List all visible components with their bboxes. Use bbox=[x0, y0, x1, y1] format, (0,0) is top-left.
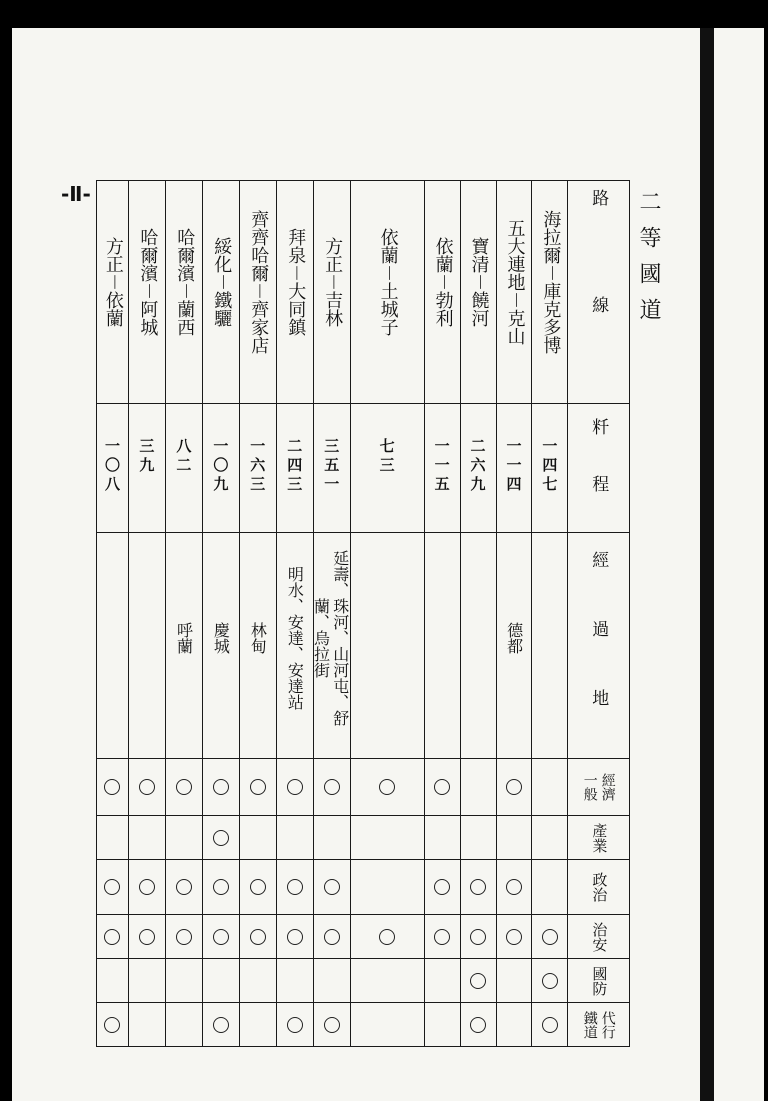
mark-cell bbox=[276, 816, 313, 860]
circle-mark-icon bbox=[176, 879, 192, 895]
circle-mark-icon bbox=[213, 830, 229, 846]
mark-cell bbox=[424, 959, 460, 1003]
via-cell bbox=[532, 533, 568, 759]
via-cell bbox=[202, 533, 239, 759]
category-header-cell bbox=[568, 959, 630, 1003]
route-name: 哈爾濱－蘭西 bbox=[174, 228, 196, 336]
distance-cell bbox=[97, 404, 129, 533]
mark-cell bbox=[276, 1003, 313, 1047]
distance-value: 一〇八 bbox=[102, 438, 121, 495]
mark-cell bbox=[128, 1003, 165, 1047]
distance-cell bbox=[313, 404, 350, 533]
mark-cell bbox=[239, 959, 276, 1003]
mark-cell bbox=[350, 915, 424, 959]
circle-mark-icon bbox=[139, 779, 155, 795]
mark-cell bbox=[350, 816, 424, 860]
category-label: 產業 bbox=[590, 822, 609, 853]
route-name: 方正－依蘭 bbox=[102, 237, 124, 327]
mark-cell bbox=[97, 759, 129, 816]
circle-mark-icon bbox=[434, 929, 450, 945]
route-cell bbox=[350, 181, 424, 404]
mark-cell bbox=[165, 860, 202, 915]
route-name: 齊齊哈爾－齊家店 bbox=[248, 210, 270, 354]
category-label-line: 一般 bbox=[581, 773, 598, 801]
circle-mark-icon bbox=[213, 1017, 229, 1033]
category-header-cell bbox=[568, 759, 630, 816]
mark-cell bbox=[424, 816, 460, 860]
mark-cell bbox=[97, 959, 129, 1003]
category-row bbox=[97, 759, 630, 816]
distance-value: 三九 bbox=[137, 438, 156, 476]
circle-mark-icon bbox=[104, 779, 120, 795]
category-row bbox=[97, 860, 630, 915]
via-cell bbox=[496, 533, 532, 759]
route-name: 綏化－鐵驪 bbox=[211, 237, 233, 327]
distance-value: 二四三 bbox=[285, 438, 304, 495]
circle-mark-icon bbox=[542, 973, 558, 989]
circle-mark-icon bbox=[379, 929, 395, 945]
route-cell bbox=[460, 181, 496, 404]
category-label: 政治 bbox=[590, 872, 609, 902]
via-cell bbox=[460, 533, 496, 759]
category-header-cell bbox=[568, 1003, 630, 1047]
mark-cell bbox=[532, 759, 568, 816]
category-row bbox=[97, 816, 630, 860]
mark-cell bbox=[276, 759, 313, 816]
distance-value: 一〇九 bbox=[211, 438, 230, 495]
mark-cell bbox=[313, 860, 350, 915]
circle-mark-icon bbox=[470, 1017, 486, 1033]
circle-mark-icon bbox=[470, 973, 486, 989]
mark-cell bbox=[313, 759, 350, 816]
route-cell bbox=[313, 181, 350, 404]
route-row bbox=[97, 181, 630, 404]
mark-cell bbox=[350, 759, 424, 816]
circle-mark-icon bbox=[250, 929, 266, 945]
distance-cell bbox=[350, 404, 424, 533]
distance-cell bbox=[165, 404, 202, 533]
mark-cell bbox=[276, 959, 313, 1003]
category-row bbox=[97, 1003, 630, 1047]
circle-mark-icon bbox=[506, 879, 522, 895]
mark-cell bbox=[202, 860, 239, 915]
via-places: 呼蘭 bbox=[174, 622, 194, 654]
route-name: 拜泉－大同鎮 bbox=[285, 228, 307, 336]
circle-mark-icon bbox=[213, 779, 229, 795]
circle-mark-icon bbox=[324, 779, 340, 795]
circle-mark-icon bbox=[324, 1017, 340, 1033]
category-label-line: 鐵道 bbox=[581, 1010, 598, 1039]
distance-value: 八二 bbox=[174, 438, 193, 476]
route-cell bbox=[496, 181, 532, 404]
mark-cell bbox=[165, 915, 202, 959]
mark-cell bbox=[165, 1003, 202, 1047]
mark-cell bbox=[532, 860, 568, 915]
routes-table bbox=[96, 180, 630, 1047]
distance-cell bbox=[496, 404, 532, 533]
mark-cell bbox=[424, 1003, 460, 1047]
mark-cell bbox=[202, 915, 239, 959]
mark-cell bbox=[313, 959, 350, 1003]
category-header-cell bbox=[568, 860, 630, 915]
mark-cell bbox=[128, 915, 165, 959]
circle-mark-icon bbox=[287, 779, 303, 795]
distance-cell bbox=[532, 404, 568, 533]
category-header-cell bbox=[568, 915, 630, 959]
circle-mark-icon bbox=[213, 879, 229, 895]
via-places: 德都 bbox=[504, 622, 524, 654]
category-header-cell bbox=[568, 816, 630, 860]
route-name: 依蘭－土城子 bbox=[377, 228, 399, 336]
category-label-line: 代行 bbox=[599, 1010, 616, 1039]
circle-mark-icon bbox=[542, 1017, 558, 1033]
distance-cell bbox=[239, 404, 276, 533]
mark-cell bbox=[460, 860, 496, 915]
mark-cell bbox=[165, 959, 202, 1003]
mark-cell bbox=[239, 816, 276, 860]
circle-mark-icon bbox=[104, 929, 120, 945]
route-cell bbox=[239, 181, 276, 404]
mark-cell bbox=[460, 1003, 496, 1047]
via-places: 林甸 bbox=[248, 622, 268, 654]
via-header-cell bbox=[568, 533, 630, 759]
route-header: 路線 bbox=[588, 189, 609, 403]
via-cell bbox=[424, 533, 460, 759]
mark-cell bbox=[350, 1003, 424, 1047]
distance-value: 一一四 bbox=[504, 438, 523, 495]
mark-cell bbox=[496, 759, 532, 816]
circle-mark-icon bbox=[139, 929, 155, 945]
route-cell bbox=[202, 181, 239, 404]
circle-mark-icon bbox=[324, 879, 340, 895]
mark-cell bbox=[128, 759, 165, 816]
mark-cell bbox=[202, 759, 239, 816]
circle-mark-icon bbox=[470, 879, 486, 895]
route-name: 方正－吉林 bbox=[322, 237, 344, 327]
mark-cell bbox=[424, 860, 460, 915]
mark-cell bbox=[276, 915, 313, 959]
category-label bbox=[568, 773, 629, 801]
mark-cell bbox=[97, 1003, 129, 1047]
mark-cell bbox=[165, 816, 202, 860]
via-cell bbox=[165, 533, 202, 759]
route-name: 海拉爾－庫克多博 bbox=[540, 210, 562, 354]
circle-mark-icon bbox=[434, 779, 450, 795]
mark-cell bbox=[460, 959, 496, 1003]
distance-cell bbox=[424, 404, 460, 533]
mark-cell bbox=[496, 959, 532, 1003]
mark-cell bbox=[460, 816, 496, 860]
via-header: 經過地 bbox=[588, 551, 609, 758]
circle-mark-icon bbox=[470, 929, 486, 945]
mark-cell bbox=[202, 1003, 239, 1047]
distance-value: 二六九 bbox=[468, 438, 487, 495]
mark-cell bbox=[202, 959, 239, 1003]
route-cell bbox=[165, 181, 202, 404]
circle-mark-icon bbox=[250, 779, 266, 795]
distance-value: 一一五 bbox=[432, 438, 451, 495]
circle-mark-icon bbox=[434, 879, 450, 895]
via-cell bbox=[350, 533, 424, 759]
mark-cell bbox=[460, 915, 496, 959]
route-cell bbox=[97, 181, 129, 404]
circle-mark-icon bbox=[176, 929, 192, 945]
via-row bbox=[97, 533, 630, 759]
mark-cell bbox=[532, 816, 568, 860]
mark-cell bbox=[97, 816, 129, 860]
mark-cell bbox=[424, 759, 460, 816]
margin-mark: -Ⅱ- bbox=[61, 182, 91, 206]
circle-mark-icon bbox=[542, 929, 558, 945]
circle-mark-icon bbox=[250, 879, 266, 895]
mark-cell bbox=[165, 759, 202, 816]
via-places: 明水、安達、安達站 bbox=[285, 566, 305, 710]
mark-cell bbox=[532, 1003, 568, 1047]
mark-cell bbox=[276, 860, 313, 915]
distance-value: 七三 bbox=[377, 438, 396, 476]
via-cell bbox=[313, 533, 350, 759]
circle-mark-icon bbox=[506, 779, 522, 795]
mark-cell bbox=[97, 860, 129, 915]
via-places: 慶城 bbox=[211, 622, 231, 654]
route-name: 依蘭－勃利 bbox=[432, 237, 454, 327]
mark-cell bbox=[128, 860, 165, 915]
route-name: 五大連地－克山 bbox=[504, 219, 526, 345]
circle-mark-icon bbox=[213, 929, 229, 945]
distance-value: 一四七 bbox=[540, 438, 559, 495]
route-cell bbox=[532, 181, 568, 404]
category-label: 國防 bbox=[590, 965, 609, 996]
distance-cell bbox=[128, 404, 165, 533]
distance-header-cell bbox=[568, 404, 630, 533]
circle-mark-icon bbox=[287, 879, 303, 895]
mark-cell bbox=[313, 816, 350, 860]
circle-mark-icon bbox=[104, 879, 120, 895]
mark-cell bbox=[424, 915, 460, 959]
mark-cell bbox=[496, 860, 532, 915]
mark-cell bbox=[97, 915, 129, 959]
mark-cell bbox=[532, 959, 568, 1003]
mark-cell bbox=[313, 1003, 350, 1047]
circle-mark-icon bbox=[139, 879, 155, 895]
route-cell bbox=[128, 181, 165, 404]
category-label-line: 經濟 bbox=[599, 773, 616, 801]
mark-cell bbox=[350, 860, 424, 915]
circle-mark-icon bbox=[324, 929, 340, 945]
distance-value: 三五一 bbox=[322, 438, 341, 495]
category-label: 治安 bbox=[590, 921, 609, 952]
via-cell bbox=[276, 533, 313, 759]
mark-cell bbox=[239, 915, 276, 959]
distance-row bbox=[97, 404, 630, 533]
mark-cell bbox=[239, 860, 276, 915]
distance-cell bbox=[202, 404, 239, 533]
mark-cell bbox=[496, 1003, 532, 1047]
distance-cell bbox=[276, 404, 313, 533]
category-label bbox=[568, 1011, 629, 1039]
mark-cell bbox=[496, 915, 532, 959]
circle-mark-icon bbox=[506, 929, 522, 945]
mark-cell bbox=[239, 1003, 276, 1047]
route-header-cell bbox=[568, 181, 630, 404]
mark-cell bbox=[313, 915, 350, 959]
via-cell bbox=[128, 533, 165, 759]
via-cell bbox=[97, 533, 129, 759]
mark-cell bbox=[202, 816, 239, 860]
binding-edge bbox=[700, 28, 714, 1101]
circle-mark-icon bbox=[176, 779, 192, 795]
circle-mark-icon bbox=[104, 1017, 120, 1033]
distance-value: 一六三 bbox=[248, 438, 267, 495]
mark-cell bbox=[239, 759, 276, 816]
page-title: 二等國道 bbox=[636, 190, 661, 334]
mark-cell bbox=[532, 915, 568, 959]
category-row bbox=[97, 915, 630, 959]
category-row bbox=[97, 959, 630, 1003]
route-name: 哈爾濱－阿城 bbox=[137, 228, 159, 336]
mark-cell bbox=[350, 959, 424, 1003]
circle-mark-icon bbox=[379, 779, 395, 795]
mark-cell bbox=[128, 959, 165, 1003]
route-cell bbox=[424, 181, 460, 404]
distance-cell bbox=[460, 404, 496, 533]
via-places: 延壽、珠河、山河屯、舒蘭、烏拉街 bbox=[311, 550, 350, 726]
circle-mark-icon bbox=[287, 1017, 303, 1033]
via-cell bbox=[239, 533, 276, 759]
mark-cell bbox=[460, 759, 496, 816]
mark-cell bbox=[128, 816, 165, 860]
distance-header: 粁程 bbox=[588, 418, 609, 532]
circle-mark-icon bbox=[287, 929, 303, 945]
route-name: 寶清－饒河 bbox=[468, 237, 490, 327]
route-cell bbox=[276, 181, 313, 404]
mark-cell bbox=[496, 816, 532, 860]
